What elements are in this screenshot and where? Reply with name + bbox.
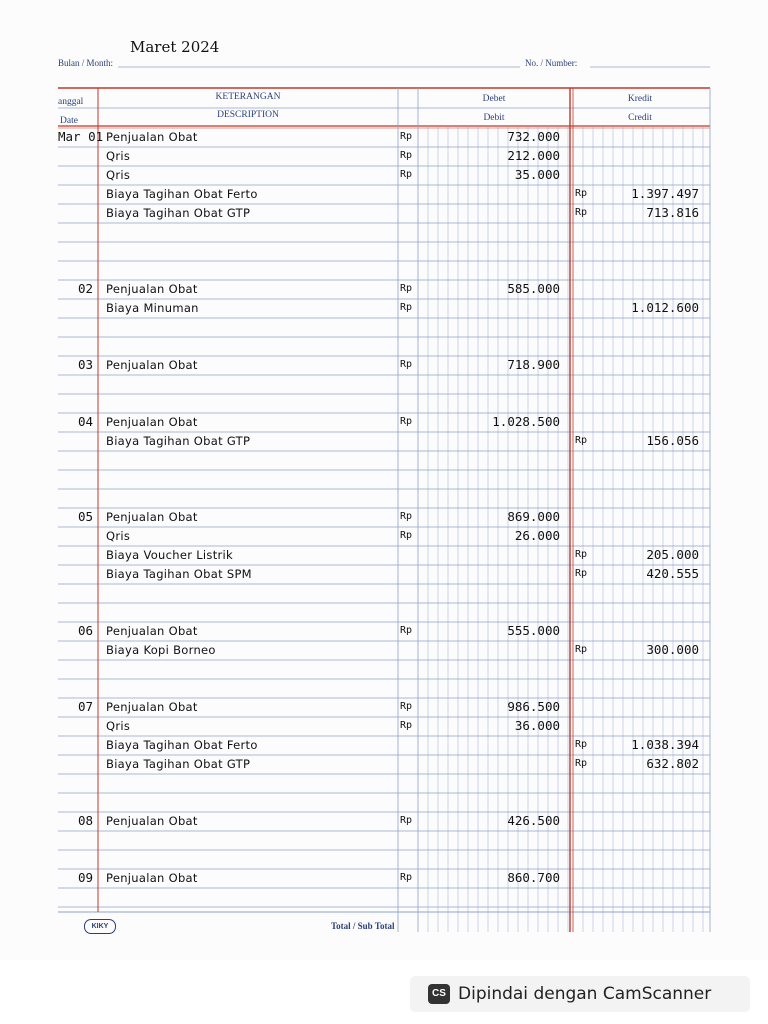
debit-currency: Rp [400, 283, 413, 294]
debit-amount: 426.500 [507, 813, 560, 828]
brand-logo: KIKY [84, 919, 116, 934]
entry-description: Biaya Tagihan Obat SPM [106, 567, 252, 581]
credit-currency: Rp [575, 188, 588, 199]
debit-currency: Rp [400, 169, 413, 180]
debit-amount: 718.900 [507, 357, 560, 372]
entry-description: Biaya Tagihan Obat GTP [106, 206, 251, 220]
entry-description: Penjualan Obat [106, 358, 198, 372]
entry-description: Penjualan Obat [106, 814, 198, 828]
debit-amount: 555.000 [507, 623, 560, 638]
credit-amount: 713.816 [646, 205, 699, 220]
credit-currency: Rp [575, 568, 588, 579]
entry-description: Biaya Tagihan Obat Ferto [106, 187, 258, 201]
credit-currency: Rp [575, 549, 588, 560]
camscanner-badge [410, 976, 750, 1012]
debit-header-top: Debet [482, 94, 506, 104]
entry-description: Qris [106, 719, 131, 733]
entry-date: 02 [78, 281, 94, 296]
credit-amount: 205.000 [646, 547, 699, 562]
entry-date: 05 [78, 509, 94, 524]
debit-amount: 1.028.500 [492, 414, 560, 429]
total-subtotal-label: Total / Sub Total [331, 921, 395, 931]
debit-amount: 585.000 [507, 281, 560, 296]
month-label: Bulan / Month: [58, 58, 114, 68]
entry-description: Penjualan Obat [106, 282, 198, 296]
debit-amount: 26.000 [514, 528, 560, 543]
debit-amount: 35.000 [514, 167, 560, 182]
entry-date: 09 [78, 870, 94, 885]
debit-header-bottom: Debit [483, 113, 505, 123]
debit-currency: Rp [400, 625, 413, 636]
debit-currency: Rp [400, 815, 413, 826]
entry-date: 07 [78, 699, 94, 714]
credit-amount: 1.397.497 [631, 186, 699, 201]
credit-header-top: Kredit [627, 94, 653, 104]
credit-currency: Rp [575, 644, 588, 655]
entry-description: Biaya Tagihan Obat Ferto [106, 738, 258, 752]
debit-currency: Rp [400, 701, 413, 712]
debit-amount: 212.000 [507, 148, 560, 163]
debit-currency: Rp [400, 416, 413, 427]
entry-description: Qris [106, 149, 131, 163]
entry-description: Penjualan Obat [106, 871, 198, 885]
credit-amount: 632.802 [646, 756, 699, 771]
debit-currency: Rp [400, 150, 413, 161]
credit-amount: 300.000 [646, 642, 699, 657]
debit-amount: 732.000 [507, 129, 560, 144]
date-header-top: anggal [58, 97, 84, 107]
debit-currency: Rp [400, 302, 413, 313]
month-value: Maret 2024 [130, 38, 220, 56]
debit-amount: 860.700 [507, 870, 560, 885]
entry-date: 06 [78, 623, 94, 638]
date-header-bottom: Date [60, 116, 78, 126]
entry-date: 08 [78, 813, 94, 828]
credit-currency: Rp [575, 435, 588, 446]
entry-description: Qris [106, 168, 131, 182]
entry-date: 03 [78, 357, 94, 372]
number-label: No. / Number: [525, 58, 578, 68]
entry-description: Penjualan Obat [106, 700, 198, 714]
debit-currency: Rp [400, 530, 413, 541]
entry-description: Penjualan Obat [106, 130, 198, 144]
credit-header-bottom: Credit [628, 113, 652, 123]
debit-amount: 986.500 [507, 699, 560, 714]
entry-description: Biaya Tagihan Obat GTP [106, 434, 251, 448]
entry-description: Penjualan Obat [106, 510, 198, 524]
description-header-bottom: DESCRIPTION [217, 110, 279, 120]
entry-description: Biaya Tagihan Obat GTP [106, 757, 251, 771]
entry-date: Mar 01 [58, 129, 104, 144]
camscanner-text: Dipindai dengan CamScanner [458, 984, 712, 1004]
debit-currency: Rp [400, 131, 413, 142]
credit-amount: 1.012.600 [631, 300, 699, 315]
debit-currency: Rp [400, 872, 413, 883]
credit-amount: 156.056 [646, 433, 699, 448]
credit-amount: 420.555 [646, 566, 699, 581]
debit-currency: Rp [400, 720, 413, 731]
entry-description: Biaya Voucher Listrik [106, 548, 233, 562]
debit-currency: Rp [400, 511, 413, 522]
credit-currency: Rp [575, 207, 588, 218]
entry-description: Penjualan Obat [106, 624, 198, 638]
entry-description: Biaya Minuman [106, 301, 199, 315]
description-header-top: KETERANGAN [215, 92, 281, 102]
entry-description: Biaya Kopi Borneo [106, 643, 216, 657]
debit-currency: Rp [400, 359, 413, 370]
credit-currency: Rp [575, 739, 588, 750]
credit-currency: Rp [575, 758, 588, 769]
entry-description: Qris [106, 529, 131, 543]
camscanner-icon: CS [428, 984, 450, 1004]
entry-date: 04 [78, 414, 94, 429]
credit-amount: 1.038.394 [631, 737, 699, 752]
debit-amount: 36.000 [514, 718, 560, 733]
entry-description: Penjualan Obat [106, 415, 198, 429]
debit-amount: 869.000 [507, 509, 560, 524]
